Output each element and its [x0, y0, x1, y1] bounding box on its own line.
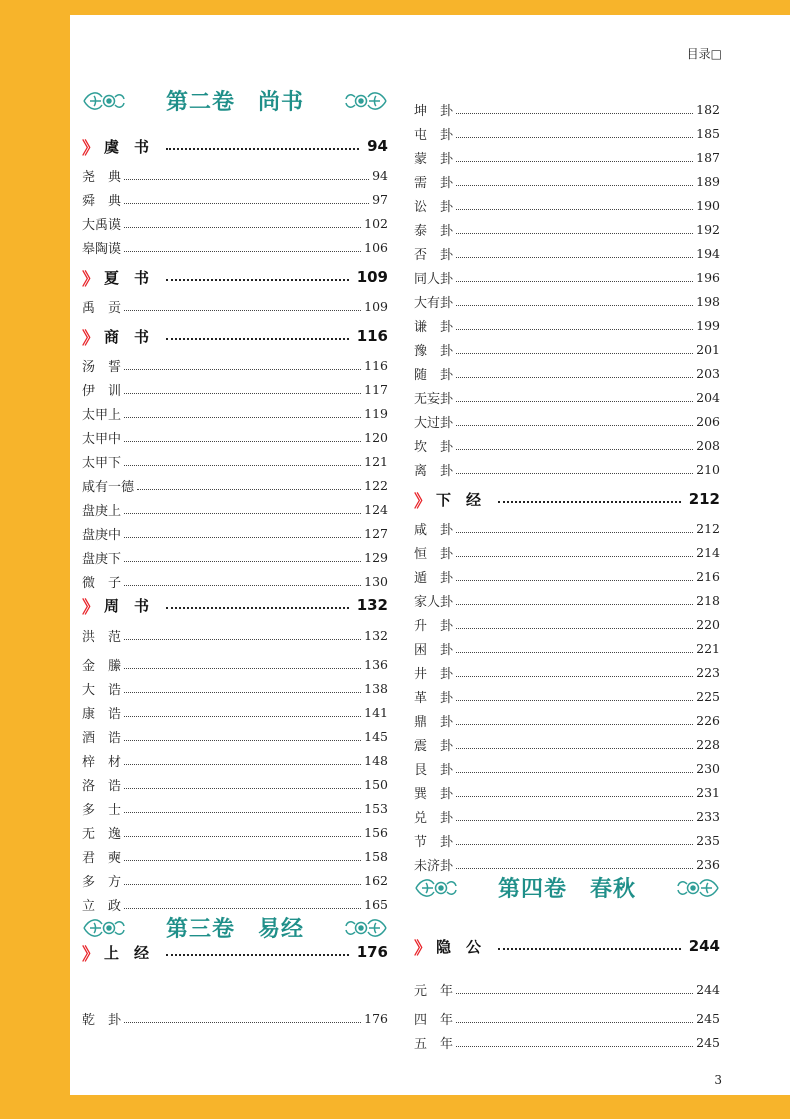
entry-page: 121	[364, 453, 388, 469]
double-chevron-icon: 》	[82, 328, 99, 349]
entry-page: 158	[364, 848, 388, 864]
toc-entry[interactable]	[414, 829, 720, 851]
section-page: 116	[356, 327, 388, 345]
toc-entry[interactable]	[82, 773, 388, 795]
entry-title: 洛 诰	[82, 778, 122, 794]
running-header: 目录□	[686, 47, 722, 61]
dot-leader	[456, 652, 693, 653]
dot-leader	[124, 310, 361, 311]
section-title: 虞 书	[104, 137, 150, 156]
toc-entry[interactable]	[82, 821, 388, 843]
dot-leader	[124, 692, 361, 693]
toc-entry[interactable]	[414, 434, 720, 456]
entry-page: 236	[696, 856, 720, 872]
toc-entry[interactable]	[82, 402, 388, 424]
toc-entry[interactable]	[414, 194, 720, 216]
toc-entry[interactable]	[414, 517, 720, 539]
section-page: 244	[688, 937, 720, 955]
toc-entry[interactable]	[82, 212, 388, 234]
entry-title: 革 卦	[414, 690, 454, 706]
dot-leader	[137, 489, 361, 490]
dot-leader	[456, 353, 693, 354]
dot-leader	[456, 628, 693, 629]
dot-leader	[456, 1022, 693, 1023]
toc-section[interactable]	[82, 593, 388, 617]
section-title: 上 经	[104, 943, 150, 962]
entry-page: 196	[696, 269, 720, 285]
toc-entry[interactable]	[414, 122, 720, 144]
scroll-ornament-icon	[676, 875, 720, 901]
dot-leader	[456, 532, 693, 533]
entry-page: 225	[696, 688, 720, 704]
entry-title: 否 卦	[414, 247, 454, 263]
entry-title: 离 卦	[414, 463, 454, 479]
dot-leader	[456, 580, 693, 581]
entry-title: 盘庚上	[82, 503, 122, 519]
dot-leader	[124, 764, 361, 765]
entry-title: 元 年	[414, 983, 454, 999]
entry-page: 145	[364, 728, 388, 744]
entry-page: 109	[364, 298, 388, 314]
entry-page: 153	[364, 800, 388, 816]
dot-leader	[456, 748, 693, 749]
dot-leader	[456, 772, 693, 773]
dot-leader	[456, 113, 693, 114]
entry-title: 太甲下	[82, 455, 122, 471]
entry-page: 206	[696, 413, 720, 429]
toc-entry[interactable]	[414, 338, 720, 360]
entry-title: 家人卦	[414, 594, 454, 610]
entry-title: 升 卦	[414, 618, 454, 634]
toc-entry[interactable]	[82, 869, 388, 891]
toc-entry[interactable]	[414, 709, 720, 731]
toc-entry[interactable]	[414, 565, 720, 587]
entry-title: 坤 卦	[414, 103, 454, 119]
entry-title: 谦 卦	[414, 319, 454, 335]
entry-page: 132	[364, 627, 388, 643]
toc-entry[interactable]	[82, 474, 388, 496]
entry-page: 214	[696, 544, 720, 560]
entry-page: 223	[696, 664, 720, 680]
toc-entry[interactable]	[414, 781, 720, 803]
dot-leader	[456, 604, 693, 605]
section-title: 下 经	[436, 490, 482, 509]
entry-page: 208	[696, 437, 720, 453]
entry-page: 189	[696, 173, 720, 189]
entry-title: 未济卦	[414, 858, 454, 874]
dot-leader	[124, 203, 369, 204]
entry-page: 141	[364, 704, 388, 720]
entry-page: 199	[696, 317, 720, 333]
entry-title: 需 卦	[414, 175, 454, 191]
dot-leader	[124, 513, 361, 514]
entry-title: 无 逸	[82, 826, 122, 842]
dot-leader	[456, 425, 693, 426]
toc-entry[interactable]	[414, 589, 720, 611]
toc-entry[interactable]	[414, 805, 720, 827]
entry-page: 162	[364, 872, 388, 888]
entry-page: 150	[364, 776, 388, 792]
entry-title: 随 卦	[414, 367, 454, 383]
entry-title: 四 年	[414, 1012, 454, 1028]
dot-leader	[124, 585, 361, 586]
dot-leader	[456, 161, 693, 162]
dot-leader	[456, 820, 693, 821]
entry-title: 泰 卦	[414, 223, 454, 239]
entry-title: 多 士	[82, 802, 122, 818]
section-title: 商 书	[104, 327, 150, 346]
entry-page: 136	[364, 656, 388, 672]
dot-leader	[124, 740, 361, 741]
entry-page: 119	[364, 405, 388, 421]
dot-leader	[456, 185, 693, 186]
dot-leader	[124, 251, 361, 252]
dot-leader	[456, 329, 693, 330]
toc-entry[interactable]	[414, 146, 720, 168]
entry-page: 138	[364, 680, 388, 696]
entry-page: 117	[364, 381, 388, 397]
entry-title: 恒 卦	[414, 546, 454, 562]
dot-leader	[124, 836, 361, 837]
entry-title: 五 年	[414, 1036, 454, 1052]
toc-entry[interactable]	[414, 458, 720, 480]
entry-page: 97	[372, 191, 388, 207]
scroll-ornament-icon	[414, 875, 458, 901]
entry-title: 舜 典	[82, 193, 122, 209]
double-chevron-icon: 》	[414, 938, 431, 959]
section-title: 周 书	[104, 596, 150, 615]
toc-entry[interactable]	[82, 624, 388, 646]
toc-entry[interactable]	[414, 410, 720, 432]
entry-page: 116	[364, 357, 388, 373]
section-page: 132	[356, 596, 388, 614]
entry-title: 豫 卦	[414, 343, 454, 359]
volume-title: 第四卷 春秋	[497, 876, 636, 902]
entry-page: 124	[364, 501, 388, 517]
entry-title: 大有卦	[414, 295, 454, 311]
volume-title: 第二卷 尚书	[165, 89, 304, 115]
entry-title: 坎 卦	[414, 439, 454, 455]
dot-leader	[456, 676, 693, 677]
toc-entry[interactable]	[82, 845, 388, 867]
entry-page: 182	[696, 101, 720, 117]
dot-leader	[456, 209, 693, 210]
entry-page: 233	[696, 808, 720, 824]
entry-page: 203	[696, 365, 720, 381]
entry-title: 康 诰	[82, 706, 122, 722]
entry-page: 201	[696, 341, 720, 357]
entry-page: 235	[696, 832, 720, 848]
entry-title: 大 诰	[82, 682, 122, 698]
dot-leader	[456, 377, 693, 378]
entry-title: 遁 卦	[414, 570, 454, 586]
section-page: 176	[356, 943, 388, 961]
toc-section[interactable]	[82, 940, 388, 964]
dot-leader	[124, 860, 361, 861]
entry-title: 困 卦	[414, 642, 454, 658]
dot-leader	[124, 537, 361, 538]
toc-entry[interactable]	[414, 242, 720, 264]
section-page: 109	[356, 268, 388, 286]
toc-entry[interactable]	[414, 314, 720, 336]
dot-leader	[166, 279, 349, 281]
entry-page: 220	[696, 616, 720, 632]
dot-leader	[456, 700, 693, 701]
toc-entry[interactable]	[82, 354, 388, 376]
entry-title: 鼎 卦	[414, 714, 454, 730]
entry-page: 198	[696, 293, 720, 309]
toc-entry[interactable]	[82, 188, 388, 210]
entry-page: 244	[696, 981, 720, 997]
toc-entry[interactable]	[82, 797, 388, 819]
dot-leader	[456, 449, 693, 450]
entry-title: 盘庚下	[82, 551, 122, 567]
toc-entry[interactable]	[82, 701, 388, 723]
page-number: 3	[714, 1073, 722, 1087]
dot-leader	[456, 993, 693, 994]
entry-page: 245	[696, 1034, 720, 1050]
entry-title: 太甲中	[82, 431, 122, 447]
toc-entry[interactable]	[82, 498, 388, 520]
entry-page: 194	[696, 245, 720, 261]
toc-entry[interactable]	[82, 522, 388, 544]
entry-title: 立 政	[82, 898, 122, 914]
double-chevron-icon: 》	[82, 138, 99, 159]
entry-title: 金 縢	[82, 658, 122, 674]
volume-heading	[414, 868, 720, 908]
toc-entry[interactable]	[414, 218, 720, 240]
toc-entry[interactable]	[82, 749, 388, 771]
dot-leader	[124, 227, 361, 228]
dot-leader	[166, 607, 349, 609]
entry-page: 94	[372, 167, 388, 183]
entry-page: 148	[364, 752, 388, 768]
dot-leader	[456, 1046, 693, 1047]
entry-title: 大禹谟	[82, 217, 122, 233]
scroll-ornament-icon	[82, 88, 126, 114]
toc-entry[interactable]	[82, 546, 388, 568]
entry-title: 汤 誓	[82, 359, 122, 375]
double-chevron-icon: 》	[82, 597, 99, 618]
entry-page: 185	[696, 125, 720, 141]
entry-page: 120	[364, 429, 388, 445]
entry-title: 君 奭	[82, 850, 122, 866]
toc-entry[interactable]	[414, 661, 720, 683]
toc-entry[interactable]	[414, 685, 720, 707]
toc-entry[interactable]	[82, 164, 388, 186]
toc-section[interactable]	[414, 487, 720, 511]
entry-page: 192	[696, 221, 720, 237]
section-title: 夏 书	[104, 268, 150, 287]
toc-entry[interactable]	[414, 757, 720, 779]
dot-leader	[456, 473, 693, 474]
entry-title: 节 卦	[414, 834, 454, 850]
toc-entry[interactable]	[414, 386, 720, 408]
dot-leader	[456, 137, 693, 138]
entry-title: 乾 卦	[82, 1012, 122, 1028]
entry-page: 106	[364, 239, 388, 255]
dot-leader	[124, 812, 361, 813]
entry-title: 伊 训	[82, 383, 122, 399]
entry-page: 129	[364, 549, 388, 565]
entry-title: 盘庚中	[82, 527, 122, 543]
toc-entry[interactable]	[414, 733, 720, 755]
entry-title: 洪 范	[82, 629, 122, 645]
toc-entry[interactable]	[414, 290, 720, 312]
dot-leader	[498, 948, 681, 950]
toc-entry[interactable]	[414, 637, 720, 659]
volume-title: 第三卷 易经	[165, 916, 304, 942]
entry-page: 165	[364, 896, 388, 912]
dot-leader	[124, 179, 369, 180]
entry-title: 艮 卦	[414, 762, 454, 778]
entry-title: 同人卦	[414, 271, 454, 287]
entry-title: 蒙 卦	[414, 151, 454, 167]
section-page: 94	[367, 137, 388, 155]
entry-page: 216	[696, 568, 720, 584]
entry-title: 咸 卦	[414, 522, 454, 538]
dot-leader	[166, 954, 349, 956]
dot-leader	[456, 281, 693, 282]
entry-page: 127	[364, 525, 388, 541]
entry-page: 102	[364, 215, 388, 231]
entry-title: 多 方	[82, 874, 122, 890]
dot-leader	[498, 501, 681, 503]
dot-leader	[124, 441, 361, 442]
entry-page: 230	[696, 760, 720, 776]
dot-leader	[456, 257, 693, 258]
dot-leader	[124, 417, 361, 418]
toc-section[interactable]	[82, 134, 388, 158]
dot-leader	[124, 884, 361, 885]
entry-title: 无妄卦	[414, 391, 454, 407]
dot-leader	[124, 1022, 361, 1023]
dot-leader	[124, 561, 361, 562]
entry-title: 巽 卦	[414, 786, 454, 802]
entry-title: 皋陶谟	[82, 241, 122, 257]
dot-leader	[456, 724, 693, 725]
entry-title: 咸有一德	[82, 479, 135, 495]
dot-leader	[124, 369, 361, 370]
dot-leader	[456, 844, 693, 845]
entry-page: 210	[696, 461, 720, 477]
entry-page: 212	[696, 520, 720, 536]
dot-leader	[166, 148, 359, 150]
entry-page: 156	[364, 824, 388, 840]
entry-title: 禹 贡	[82, 300, 122, 316]
entry-page: 221	[696, 640, 720, 656]
toc-entry[interactable]	[414, 266, 720, 288]
scroll-ornament-icon	[344, 88, 388, 114]
dot-leader	[124, 668, 361, 669]
toc-entry[interactable]	[82, 725, 388, 747]
entry-title: 太甲上	[82, 407, 122, 423]
entry-title: 井 卦	[414, 666, 454, 682]
toc-entry[interactable]	[82, 426, 388, 448]
entry-title: 震 卦	[414, 738, 454, 754]
entry-page: 228	[696, 736, 720, 752]
entry-page: 122	[364, 477, 388, 493]
double-chevron-icon: 》	[82, 944, 99, 965]
dot-leader	[456, 796, 693, 797]
entry-page: 245	[696, 1010, 720, 1026]
scroll-ornament-icon	[344, 915, 388, 941]
double-chevron-icon: 》	[82, 269, 99, 290]
entry-title: 尧 典	[82, 169, 122, 185]
toc-section[interactable]	[414, 934, 720, 958]
dot-leader	[124, 716, 361, 717]
entry-page: 176	[364, 1010, 388, 1026]
toc-entry[interactable]	[82, 677, 388, 699]
section-page: 212	[688, 490, 720, 508]
toc-entry[interactable]	[82, 450, 388, 472]
dot-leader	[456, 233, 693, 234]
dot-leader	[456, 305, 693, 306]
entry-page: 218	[696, 592, 720, 608]
toc-entry[interactable]	[414, 1031, 720, 1053]
entry-title: 大过卦	[414, 415, 454, 431]
dot-leader	[124, 465, 361, 466]
toc-entry[interactable]	[82, 295, 388, 317]
volume-heading	[82, 81, 388, 121]
scroll-ornament-icon	[82, 915, 126, 941]
entry-page: 204	[696, 389, 720, 405]
entry-page: 190	[696, 197, 720, 213]
toc-entry[interactable]	[82, 570, 388, 592]
toc-entry[interactable]	[414, 98, 720, 120]
toc-entry[interactable]	[82, 236, 388, 258]
entry-title: 屯 卦	[414, 127, 454, 143]
dot-leader	[456, 556, 693, 557]
toc-entry[interactable]	[414, 170, 720, 192]
entry-title: 讼 卦	[414, 199, 454, 215]
toc-entry[interactable]	[414, 362, 720, 384]
entry-page: 231	[696, 784, 720, 800]
entry-page: 226	[696, 712, 720, 728]
entry-page: 130	[364, 573, 388, 589]
dot-leader	[124, 639, 361, 640]
toc-entry[interactable]	[414, 1007, 720, 1029]
toc-entry[interactable]	[82, 653, 388, 675]
entry-title: 梓 材	[82, 754, 122, 770]
toc-entry[interactable]	[414, 541, 720, 563]
toc-entry[interactable]	[414, 978, 720, 1000]
toc-entry[interactable]	[414, 613, 720, 635]
entry-title: 微 子	[82, 575, 122, 591]
toc-section[interactable]	[82, 324, 388, 348]
dot-leader	[166, 338, 349, 340]
entry-title: 酒 诰	[82, 730, 122, 746]
dot-leader	[456, 401, 693, 402]
toc-section[interactable]	[82, 265, 388, 289]
entry-title: 兑 卦	[414, 810, 454, 826]
dot-leader	[124, 393, 361, 394]
dot-leader	[124, 788, 361, 789]
toc-entry[interactable]	[82, 1007, 388, 1029]
section-title: 隐 公	[436, 937, 482, 956]
toc-entry[interactable]	[82, 378, 388, 400]
entry-page: 187	[696, 149, 720, 165]
double-chevron-icon: 》	[414, 491, 431, 512]
